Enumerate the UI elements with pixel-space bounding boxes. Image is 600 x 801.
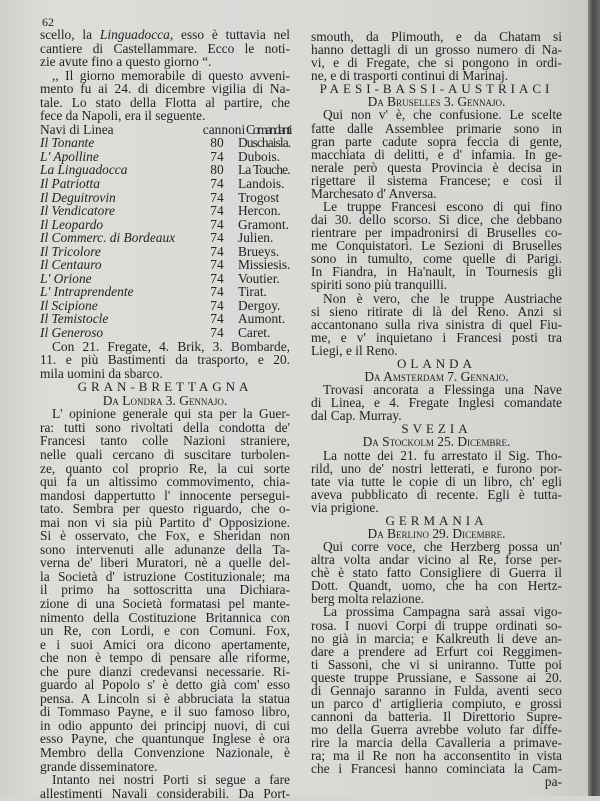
ship-table-row <box>40 191 290 205</box>
table-cell: Il Generoso <box>40 325 104 341</box>
text-line: Si è osservato, che Fox, e Sheridan non <box>40 528 290 544</box>
text-line: no già in marcia; e Kalkreuth li deve an- <box>311 630 562 646</box>
text-line: mai non vi sia più Partito d' Opposizione. <box>40 514 290 530</box>
text-line: ra: tutti sono rivoltati della condotta de' <box>40 419 290 435</box>
text-line: che pure dianzi credevansi necessarie. Ri- <box>40 663 290 679</box>
table-cell: Julien. <box>238 230 274 246</box>
table-cell: 74 <box>210 189 224 205</box>
text-line: Francesi tanto colle Nazioni straniere, <box>40 433 290 449</box>
text-line: ra; ma il Re non ha acconsentito in vista <box>311 748 562 764</box>
text-line: Intanto nei nostri Porti si segue a fare <box>52 772 290 788</box>
table-cell: Il Commerc. di Bordeaux <box>40 230 176 246</box>
table-cell: Il Deguitrovin <box>40 189 116 205</box>
ship-table-row <box>40 326 290 340</box>
text-line: L' opinione generale qui sta per la Guer- <box>52 406 290 422</box>
text-line: rigettare il sistema Francese; e così il <box>311 172 562 188</box>
table-cell: 74 <box>210 270 224 286</box>
ship-table-row <box>40 245 290 259</box>
section-heading: PAESI-BASSI-AUSTRIACI <box>319 81 554 97</box>
text-line: rire la marcia della Cavalleria a primave- <box>311 735 562 751</box>
text-line: ne, e di trasporti continui di Marinaj. <box>311 68 509 84</box>
table-cell: 74 <box>210 148 224 164</box>
text-line: gran parte cadute sopra feccia di gente, <box>311 133 562 149</box>
text-line: sono in tumulto, come quelle di Parigi. <box>311 251 562 267</box>
table-cell: 74 <box>210 257 224 273</box>
text-line: la Società d' istruzione Costituzionale; ma <box>40 568 290 584</box>
text-line: il primo ha sottoscritta una Dichiara- <box>40 582 290 598</box>
text-line: mandosi dappertutto l' innocente persegui- <box>40 487 290 503</box>
text-line: rild, uno de' nostri letterati, e furono por- <box>311 460 562 476</box>
text-line: nerale però questa Provincia è decisa in <box>311 159 562 175</box>
text-line: e i suoi Amici ora dicono apertamente, <box>40 636 290 652</box>
text-line <box>40 28 290 42</box>
text-line: accantonano sulla riva sinistra di quel Fiu- <box>311 316 562 332</box>
table-cell: 80 <box>210 135 224 151</box>
table-cell: 74 <box>210 311 224 327</box>
text-line: smouth, da Plimouth, e da Chatam si <box>311 29 562 44</box>
dateline: Da Berlino 29. Dicembre. <box>367 525 506 541</box>
text-line: ,, Il giorno memorabile di questo avveni- <box>52 67 290 83</box>
table-cell: Trogost <box>238 189 280 205</box>
text-line: 11. e più Bastimenti da trasporto, e 20. <box>40 352 290 368</box>
text-line: Marchesato d' Anversa. <box>311 185 437 201</box>
table-cell: Gramont. <box>238 216 289 232</box>
text-line: chè è stato fatto Consigliere di Guerra il <box>311 565 562 581</box>
text-line: nelle quali cercano di suscitare turbolen- <box>40 446 290 462</box>
ship-table-row <box>40 218 290 232</box>
table-cell: La Touche. <box>238 162 290 178</box>
text-line: macchiata di delitti, e d' infamia. In ge- <box>311 146 562 162</box>
dateline: Da Bruselles 3. Gennajo. <box>367 94 506 110</box>
text-line: si sieno ritirate di là del Reno. Anzi si <box>311 303 562 319</box>
text-line: mila uomini da sbarco. <box>40 365 163 381</box>
text-segment: scello, la <box>40 27 100 42</box>
text-line: esso Payne, che quantunque Inglese è ora <box>40 731 290 747</box>
text-line: fatte dalle Assemblee primarie sono in <box>311 120 562 136</box>
text-line: pensa. A Lincoln si è abbruciata la statua <box>40 690 290 706</box>
text-line: tale. Lo stato della Flotta al partire, che <box>40 94 290 110</box>
text-line: La prossima Campagna sarà assai vigo- <box>323 604 562 620</box>
section-heading: SVEZIA <box>401 421 472 437</box>
table-cell: Il Tonante <box>40 135 95 151</box>
section-heading: OLANDA <box>397 355 476 371</box>
text-line: un Re, con Lordi, e con Comuni. Fox, <box>40 623 290 639</box>
table-cell: Il Leopardo <box>40 216 104 232</box>
text-line: nimento della Costituzione Britannica con <box>40 609 290 625</box>
section-heading: GRAN-BRETTAGNA <box>77 379 253 395</box>
dateline: Da Londra 3. Gennajo. <box>102 392 228 408</box>
page-binding-edge <box>588 0 600 796</box>
text-line: di Linea, e 4. Fregate Inglesi comandate <box>311 395 562 411</box>
ship-table-row <box>40 285 290 299</box>
text-line: Qui corre voce, che Herzberg possa un' <box>323 539 562 555</box>
page-number: 62 <box>42 15 54 29</box>
text-line: qui fa un altissimo commovimento, chia- <box>40 474 290 490</box>
ship-table-row <box>40 150 290 164</box>
text-line: mento fu ai 24. di dicembre vigilia di Na- <box>40 81 290 97</box>
text-segment: , esso è tuttavia nel <box>169 27 290 42</box>
text-line: Qui non v' è, che confusione. Le scelte <box>323 107 562 123</box>
text-line: zie avute fino a questo giorno “. <box>40 54 212 70</box>
table-cell: Il Tricolore <box>40 243 101 259</box>
text-line: dare a prendere ad Erfurt coi Reggimen- <box>311 643 562 659</box>
table-cell: 74 <box>210 203 224 219</box>
text-line: ze, quanto col proprio Re, la cui sorte <box>40 460 290 476</box>
table-cell: 74 <box>210 297 224 313</box>
table-cell: L' Orione <box>40 270 92 286</box>
table-cell: Aumont. <box>238 311 286 327</box>
text-line: fece da Napoli, era il seguente. <box>40 108 206 124</box>
text-line: rosa. I nuovi Corpi di truppe ordinati so- <box>311 617 562 633</box>
table-cell: 80 <box>210 162 224 178</box>
table-cell: Tirat. <box>238 284 267 300</box>
dateline: Da Amsterdam 7. Gennajo. <box>364 369 509 385</box>
table-cell: Il Patriotta <box>40 176 100 192</box>
ship-table-row <box>40 299 290 313</box>
table-cell: Missiesis. <box>238 257 291 273</box>
table-cell: Dubois. <box>238 148 281 164</box>
text-line: cannoni da batteria. Il Direttorio Supre- <box>311 709 562 725</box>
right-column <box>311 30 562 789</box>
text-line: guardo al Popolo s' è detto già com' esso <box>40 677 290 693</box>
text-line: tato. Sembra per questo riguardo, che o- <box>40 501 290 517</box>
text-line: spiriti sono più tranquilli. <box>311 277 448 293</box>
ship-table-row <box>40 312 290 326</box>
ship-table-row <box>40 231 290 245</box>
table-cell: Il Scipione <box>40 297 98 313</box>
text-line: Membro della Convenzione Nazionale, è <box>40 744 290 760</box>
table-cell: Il Temistocle <box>40 311 109 327</box>
table-cell: 74 <box>210 284 224 300</box>
text-line: Con 21. Fregate, 4. Brik, 3. Bombarde, <box>52 338 290 354</box>
text-line: aveva pubblicato di recente. Egli è tutta- <box>311 486 562 502</box>
text-line: cantiere di Castellammare. Ecco le noti- <box>40 40 290 56</box>
text-line: in odio appunto dei principj nuovi, di cui <box>40 717 290 733</box>
section-heading: GERMANIA <box>385 512 488 528</box>
ship-table-row <box>40 177 290 191</box>
text-line: Liegi, e il Reno. <box>311 342 398 358</box>
ship-table-row <box>40 136 290 150</box>
table-cell: 74 <box>210 230 224 246</box>
table-cell: Duschaisla. <box>238 135 291 151</box>
text-line: via prigione. <box>311 499 379 515</box>
text-line: Dott. Quandt, uomo, che ha con Hertz- <box>311 578 562 594</box>
ship-table-row <box>40 204 290 218</box>
text-line: berg molta relazione. <box>311 591 425 607</box>
table-cell: 74 <box>210 176 224 192</box>
table-header-cell: Comandanti <box>246 121 291 137</box>
table-cell: 74 <box>210 325 224 341</box>
table-cell: Brueys. <box>238 243 280 259</box>
text-line: un parco d' artiglieria compiuto, e grossi <box>311 695 562 711</box>
table-cell: Caret. <box>238 325 271 341</box>
dateline: Da Stockolm 25. Dicembre. <box>362 434 511 450</box>
table-header-cell: Navi di Linea <box>40 121 114 137</box>
text-line: La notte dei 21. fu arrestato il Sig. Tho- <box>323 447 562 463</box>
text-line: pa- <box>544 774 562 790</box>
text-line: verna de' liberi Muratori, nè a quelle del- <box>40 555 290 571</box>
italic-text: Linguadocca <box>99 27 170 42</box>
text-line: Trovasi ancorata a Flessinga una Nave <box>323 382 562 398</box>
text-line: rientrare per impadronirsi di Bruselles co- <box>311 225 562 241</box>
text-line: me Conquistatori. Le Sezioni di Bruselles <box>311 238 562 254</box>
text-line: dai 30. dello scorso. Si dice, che debbano <box>311 212 562 228</box>
ship-table-header <box>40 123 290 137</box>
text-line: hanno dettagli di un grosso numero di Na- <box>311 42 562 58</box>
left-column <box>40 28 290 800</box>
text-line: vi, e di Fregate, che si pongono in ordi- <box>311 55 562 71</box>
ship-table-row <box>40 258 290 272</box>
text-line: Non è vero, che le truppe Austriache <box>323 290 562 306</box>
text-line: che i Francesi hanno cominciata la Cam- <box>311 761 562 777</box>
table-cell: La Linguadocca <box>40 162 128 178</box>
table-cell: Il Centauro <box>40 257 102 273</box>
text-line: di Tommaso Payne, e il suo famoso libro, <box>40 704 290 720</box>
text-line: In Fiandra, in Ha'nault, in Tournesis gli <box>311 264 562 280</box>
table-cell: Landois. <box>238 176 285 192</box>
text-line: me, e v' inquietano i Francesi posti tra <box>311 329 562 345</box>
table-header-cell: cannoni <box>202 121 246 137</box>
text-line: dal Cap. Murray. <box>311 408 402 424</box>
text-line: altra volta andar vicino al Re, forse per- <box>311 552 562 568</box>
table-cell: L' Apolline <box>40 148 99 164</box>
ship-table-row <box>40 272 290 286</box>
table-cell: Hercon. <box>238 203 281 219</box>
text-line: di Gennajo saranno in Fulda, aventi seco <box>311 682 562 698</box>
table-cell: L' Intraprendente <box>40 284 134 300</box>
table-cell: Il Vendicatore <box>40 203 115 219</box>
table-cell: Voutier. <box>238 270 280 286</box>
table-cell: 74 <box>210 216 224 232</box>
text-line: grande disseminatore. <box>40 758 158 774</box>
text-line: ti Sassoni, che vi si uniranno. Tutte poi <box>311 656 562 672</box>
table-cell: Dergoy. <box>238 297 281 313</box>
text-line: tate via tutte le copie di un libro, ch' egli <box>311 473 562 489</box>
text-line: queste truppe Prussiane, e Sassone ai 20. <box>311 669 562 685</box>
text-line: sono intervenuti alle adunanze della Ta- <box>40 541 290 557</box>
text-line: che non è tempo di pensare alle riforme, <box>40 650 290 666</box>
text-line: mo della Guerra avrebbe voluto far diffe- <box>311 722 562 738</box>
text-line: Le truppe Francesi escono di qui fino <box>323 199 562 215</box>
ship-table-row <box>40 163 290 177</box>
table-cell: 74 <box>210 243 224 259</box>
text-line: allestimenti Navali considerabili. Da Port- <box>40 785 290 801</box>
text-line: zione di una Società formatasi pel mante- <box>40 595 290 611</box>
